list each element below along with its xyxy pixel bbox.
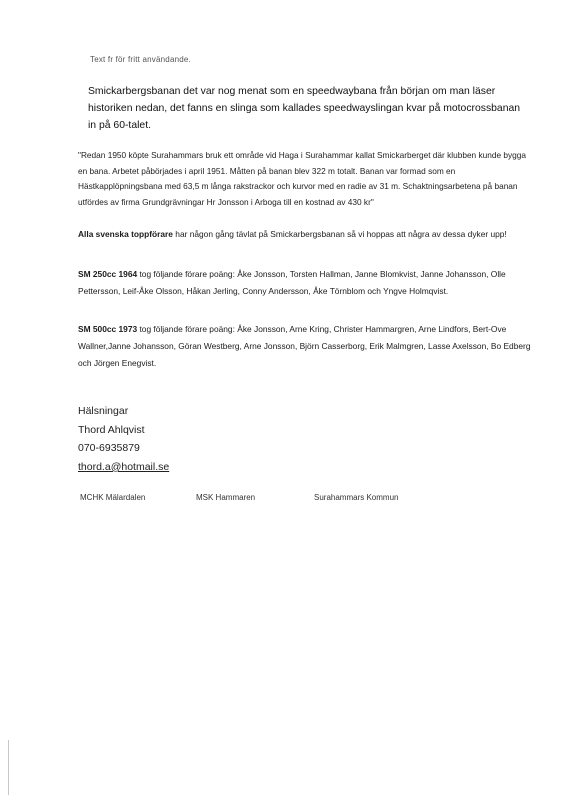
sm-500-paragraph <box>78 321 533 372</box>
sm-250-text: tog följande förare poäng: Åke Jonsson, Torsten Hallman, Janne Blomkvist, Janne Johansson, Olle Pettersson, Leif-Åke Olsson, Håkan Jerling, Conny Andersson, Åke Törnblom och Yngve Holmqvist. <box>78 269 506 296</box>
header-note: Text fr för fritt användande. <box>90 55 191 64</box>
signature-block <box>78 402 169 476</box>
toppforare-text: har någon gång tävlat på Smickarbergsbanan så vi hoppas att några av dessa dyker upp! <box>172 229 507 239</box>
sm-500-lead: SM 500cc 1973 <box>78 324 138 334</box>
sm-250-paragraph <box>78 266 533 300</box>
toppforare-paragraph <box>78 226 533 243</box>
scan-edge-mark <box>8 740 9 795</box>
signature-greeting: Hälsningar <box>78 405 129 417</box>
sm-500-text: tog följande förare poäng: Åke Jonsson, Arne Kring, Christer Hammargren, Arne Lindfors, Bert-Ove Wallner,Janne Johansson, Göran Westberg, Arne Jonsson, Björn Casserborg, Erik Malmgren, Lasse Axelsson, Bo Edberg och Jörgen Enegvist. <box>78 324 531 368</box>
sm-250-lead: SM 250cc 1964 <box>78 269 138 279</box>
signature-phone: 070-6935879 <box>78 442 140 455</box>
toppforare-lead: Alla svenska toppförare <box>78 229 173 239</box>
footer-org-mchk: MCHK Mälardalen <box>80 493 146 502</box>
signature-name: Thord Ahlqvist <box>78 423 145 436</box>
history-quote: "Redan 1950 köpte Surahammars bruk ett område vid Haga i Surahammar kallat Smickarberget där klubben kunde bygga en bana. Arbetet påbörjades i april 1951. Måtten på banan blev 322 m totalt. Banan var formad som en Hästkapplöpningsbana med 63,5 m långa rakstrackor och kurvor med en radie av 31 m. Schaktningsarbetena på banan utfördes av firma Grundgrävningar Hr Jonsson i Arboga till en kostnad av 430 kr" <box>78 150 526 207</box>
signature-email-link[interactable]: thord.a@hotmail.se <box>78 460 170 473</box>
intro-paragraph: Smickarbergsbanan det var nog menat som en speedwaybana från början om man läser historiken nedan, det fanns en slinga som kallades speedwayslingan kvar på motocrossbanan in på 60-talet. <box>88 86 521 131</box>
footer-org-msk: MSK Hammaren <box>196 493 256 502</box>
footer-org-kommun: Surahammars Kommun <box>314 493 399 502</box>
